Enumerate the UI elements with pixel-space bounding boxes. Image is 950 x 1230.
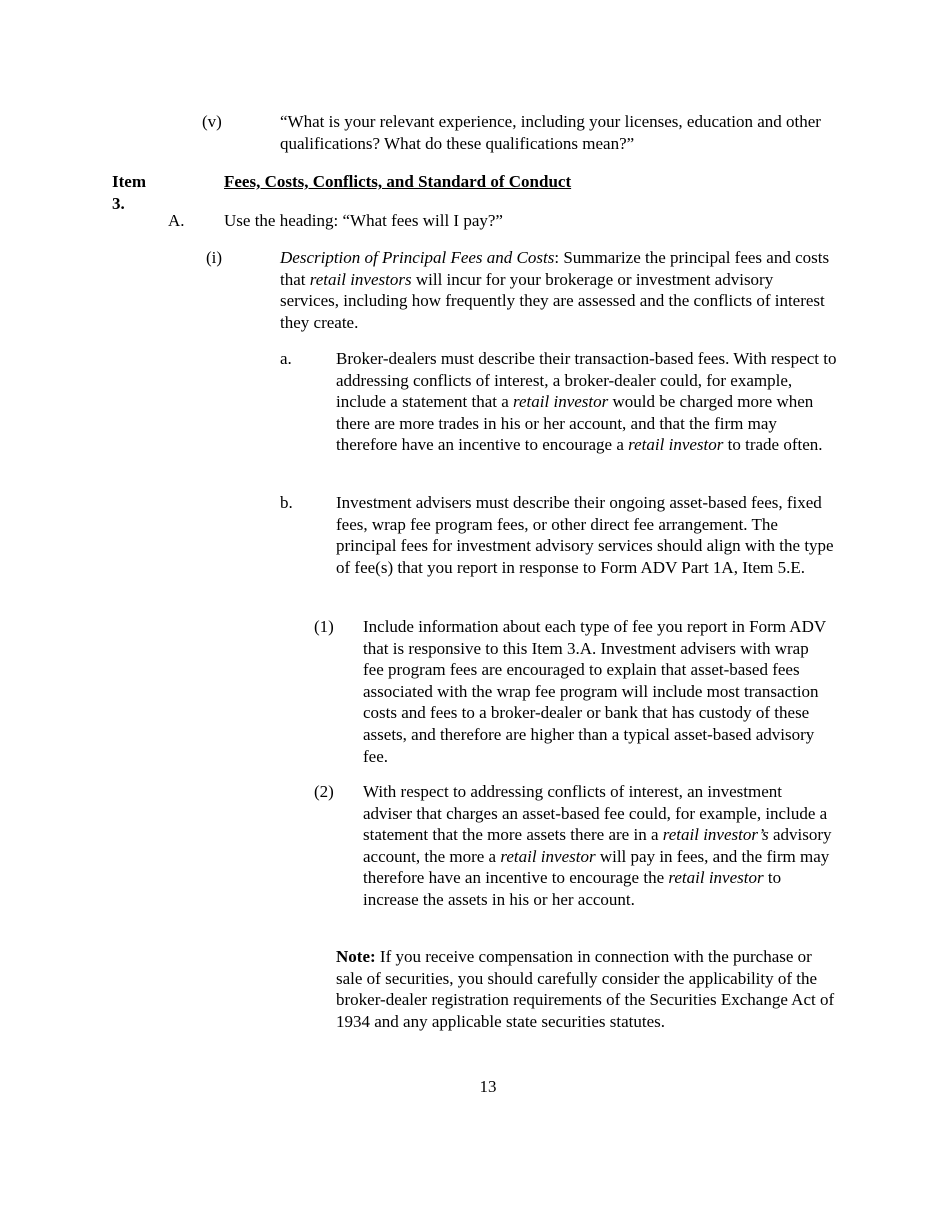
text-run: would be charged more when there are more trades in his or her account, and that the firm may therefore have an incentive to encourage a xyxy=(336,392,814,455)
subparagraph-label: (1) xyxy=(314,617,334,636)
text-run: to trade often. xyxy=(723,435,823,455)
item-text: “What is your relevant experience, including your licenses, education and other qualifications? What do these qualifications mean?” xyxy=(280,112,821,153)
text-run: advisory account, the more a xyxy=(363,825,832,866)
item-label: (v) xyxy=(202,112,222,131)
text-run: to increase the assets in his or her account. xyxy=(363,868,782,909)
paragraph-text xyxy=(336,348,841,456)
defined-term: retail investor’s xyxy=(662,825,769,845)
defined-term: retail investor xyxy=(668,868,764,888)
text-run: If you receive compensation in connection with the purchase or sale of securities, you should carefully consider the applicability of the broker-dealer registration requirements of the Securities Exchange Act of 1934 and any applicable state securities statutes. xyxy=(336,947,835,1031)
text-run: will incur for your brokerage or investment advisory services, including how frequently they are assessed and the conflicts of interest they create. xyxy=(280,269,825,332)
text-run: With respect to addressing conflicts of interest, an investment adviser that charges an asset-based fee could, for example, include a statement that the more assets there are in a xyxy=(363,782,828,845)
paragraph-label: b. xyxy=(280,493,293,512)
item-number: Item 3. xyxy=(112,172,146,213)
text-run: : Summarize the principal fees and costs that xyxy=(280,248,830,289)
defined-term: retail investor xyxy=(628,435,724,455)
text-run: Broker-dealers must describe their transaction-based fees. With respect to addressing conflicts of interest, a broker-dealer could, for example, include a statement that a xyxy=(336,349,837,412)
defined-term: retail investor xyxy=(513,392,609,412)
subparagraph-label: (2) xyxy=(314,782,334,801)
subsection-title: Description of Principal Fees and Costs xyxy=(280,248,555,267)
section-text: Use the heading: “What fees will I pay?” xyxy=(224,211,503,230)
subparagraph-text xyxy=(363,781,835,911)
paragraph-text: Investment advisers must describe their ongoing asset-based fees, fixed fees, wrap fee program fees, or other direct fee arrangement. The principal fees for investment advisory services should align with the type of fee(s) that you report in response to Form ADV Part 1A, Item 5.E. xyxy=(336,493,834,577)
subparagraph-text: Include information about each type of fee you report in Form ADV that is responsive to this Item 3.A. Investment advisers with wrap fee program fees are encouraged to explain that asset-based fees associated with the wrap fee program will include most transaction costs and fees to a broker-dealer or bank that has custody of these assets, and therefore are higher than a typical asset-based advisory fee. xyxy=(363,617,826,766)
note-label: Note: xyxy=(336,947,376,966)
item-title: Fees, Costs, Conflicts, and Standard of Conduct xyxy=(224,172,572,191)
subsection-text xyxy=(280,247,835,333)
text-run: will pay in fees, and the firm may therefore have an incentive to encourage the xyxy=(363,846,830,888)
section-label: A. xyxy=(168,211,185,230)
defined-term: retail investors xyxy=(309,269,412,289)
paragraph-label: a. xyxy=(280,349,292,368)
note-text xyxy=(336,946,841,1032)
subsection-label: (i) xyxy=(206,248,223,267)
defined-term: retail investor xyxy=(500,846,596,866)
page-number: 13 xyxy=(479,1077,497,1096)
